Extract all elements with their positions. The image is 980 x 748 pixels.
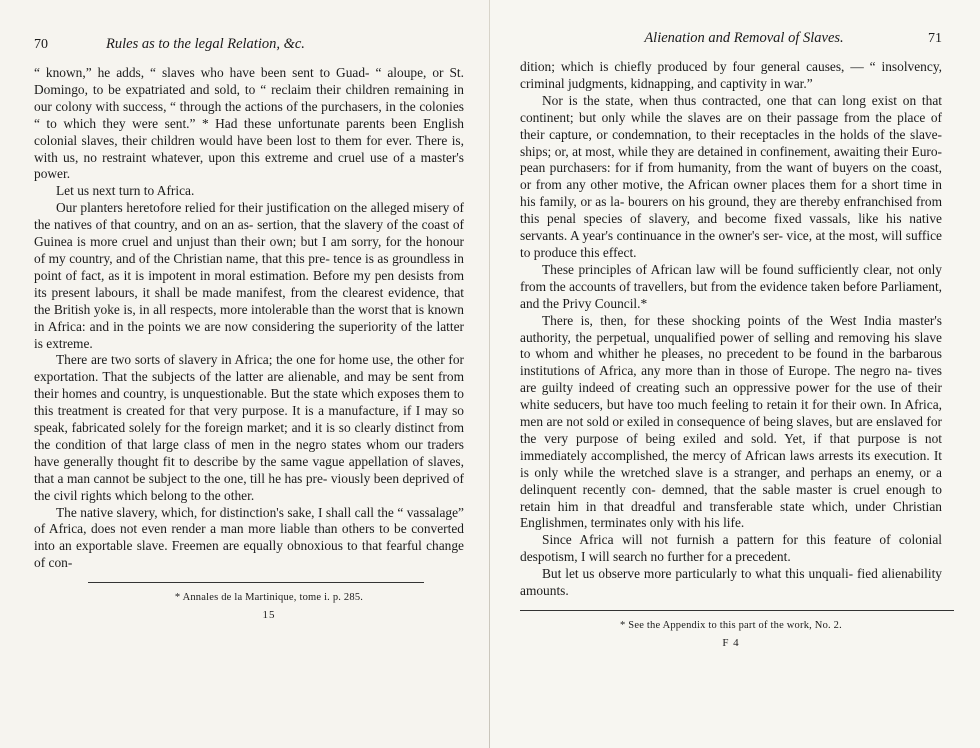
- paragraph: “ known,” he adds, “ slaves who have been sent to Guad- “ aloupe, or St. Domingo, to be expatriated and sold, to “ reclaim their children remaining in our colony with success, “ through the actions of the purchasers, in the colonies “ to which they were sent.” * Had these unfortunate parents been English colonial slaves, their children would have been lost to them for ever. There is, with us, no restraint whatever, upon this extreme and cruel use of a master's power.: [34, 65, 464, 182]
- paragraph: Nor is the state, when thus contracted, one that can long exist on that continent; but only while the slaves are on their passage from the place of their capture, or condemnation, to their receptacles in the holds of the slave-ships; or, at most, while they are detained in confinement, awaiting their Euro- pean purchasers: for if from humanity, from the want of buyers on the coast, or from any other motive, the African owner places them for a short time in his family, or as la- bourers on his ground, they are thereby enfranchised from this penal species of slavery, and become fixed vassals, like his native servants. A year's continuance in the owner's ser- vice, at the most, will suffice to produce this effect.: [520, 92, 942, 260]
- right-page: [490, 0, 980, 748]
- paragraph: Since Africa will not furnish a pattern for this feature of colonial despotism, I will search no further for a precedent.: [520, 532, 942, 565]
- paragraph: There are two sorts of slavery in Africa; the one for home use, the other for exportation. That the subjects of the latter are alienable, and may be sent from their homes and country, is unquestionable. But the state which exposes them to this treatment is created for that very purpose. It is a manufacture, if I may so speak, fabricated solely for the foreign market; and it is so clearly distinct from the condition of that large class of men in the negro states whom our traders have generally thought fit to describe by the same vague appellation of slaves, that a man cannot be subject to the one, till he has pre- viously been deprived of the civil rights which belong to the other.: [34, 352, 464, 503]
- paragraph: dition; which is chiefly produced by four general causes, — “ insolvency, criminal judgments, kidnapping, and captivity in war.”: [520, 59, 942, 91]
- left-page-header: [34, 36, 464, 53]
- right-page-body: [520, 59, 942, 600]
- footnote: * Annales de la Martinique, tome i. p. 285.: [174, 592, 364, 604]
- paragraph: There is, then, for these shocking points of the West India master's authority, the perpetual, unqualified power of selling and removing his slave to whom and whither he pleases, no precedent to be found in the barbarous institutions of Africa, any more than in those of Europe. The negro na- tives are guilty indeed of creating such an oppressive power for the use of their white seducers, but have too much feeling to retain it for their own. In Africa, men are not sold or exiled in consequence of being slaves, but are enslaved for the very purpose of being exiled and sold. Yet, if that purpose is not immediately accomplished, the mercy of African laws arrests its execution. It is only while the wretched slave is a stranger, and perhaps an enemy, or a delinquent recently con- demned, that the sable master is cruel enough to retain him in that dreadful and transferable state which, under Christian Englishmen, terminates only with his life.: [520, 312, 942, 531]
- running-head: Alienation and Removal of Slaves.: [644, 30, 844, 46]
- page-number: 71: [928, 31, 942, 46]
- left-page-body: [34, 65, 464, 572]
- signature-mark: F 4: [722, 637, 740, 649]
- paragraph: The native slavery, which, for distinction's sake, I shall call the “ vassalage” of Africa, does not even render a man more liable than others to be converted into an exportable slave. Freemen are equally obnoxious to that fearful change of con-: [34, 504, 464, 571]
- page-number: 70: [34, 37, 48, 52]
- footnote-rule: [88, 582, 424, 583]
- footnote: * See the Appendix to this part of the work, No. 2.: [620, 620, 842, 631]
- paragraph: But let us observe more particularly to what this unquali- fied alienability amounts.: [520, 566, 942, 599]
- footnote-rule: [520, 610, 954, 611]
- paragraph: These principles of African law will be found sufficiently clear, not only from the accounts of travellers, but from the evidence taken before Parliament, and the Privy Council.*: [520, 261, 943, 311]
- right-page-header: [520, 30, 942, 47]
- running-head: Rules as to the legal Relation, &c.: [106, 36, 305, 52]
- paragraph: Our planters heretofore relied for their justification on the alleged misery of the natives of that country, and on an as- sertion, that the slavery of the coast of Guinea is more cruel and unjust than their own; but I am sorry, for the honour of my country, and of the Christian name, that this pre- tence is as groundless in point of fact, as it is impotent in moral estimation. Before my pen desists from its present labours, it shall be made manifest, from the clearest evidence, that the British yoke is, in all respects, more intolerable than the worst that is known in Africa: and in the points we are now considering the superiority of the latter is extreme.: [34, 200, 464, 351]
- paragraph: Let us next turn to Africa.: [56, 183, 195, 199]
- signature-mark: 15: [262, 609, 276, 622]
